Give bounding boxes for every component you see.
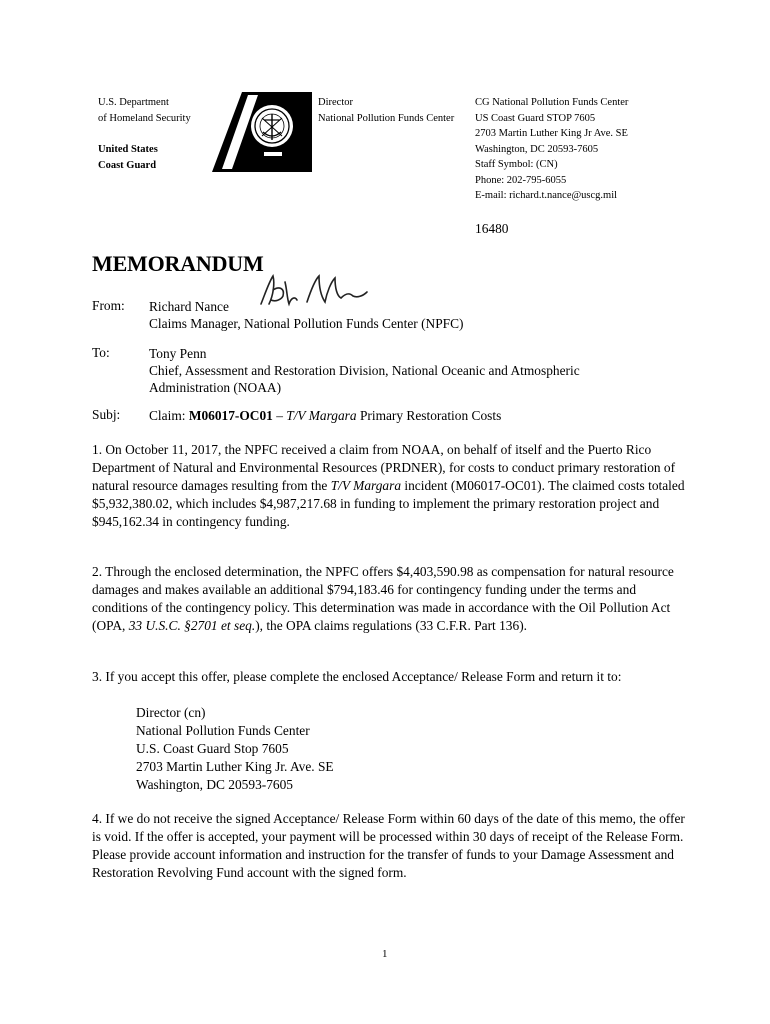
return-address xyxy=(136,704,334,794)
email-link[interactable]: E-mail: richard.t.nance@uscg.mil xyxy=(475,190,618,201)
vessel-name: T/V Margara xyxy=(286,408,357,423)
subj-dash: – xyxy=(272,408,287,423)
memo-title: MEMORANDUM xyxy=(92,251,264,276)
paragraph-2 xyxy=(92,563,692,635)
p2-citation: 33 U.S.C. §2701 et seq. xyxy=(128,618,256,633)
address-line: CG National Pollution Funds Center xyxy=(475,97,629,108)
director-line-1: Director xyxy=(318,97,353,108)
organization-block xyxy=(98,142,158,173)
sender-address-block xyxy=(475,95,628,204)
to-title-line-2: Administration (NOAA) xyxy=(149,380,282,395)
return-address-line: National Pollution Funds Center xyxy=(136,723,310,738)
address-line: Phone: 202-795-6055 xyxy=(475,174,567,186)
p2-text-a: 2. Through the enclosed determination, the NPFC offers $4,403,590.98 as compensation for natural resource damages and makes available an additional $794,183.46 for contingency funding under the terms and conditions of the contingency policy. This determination was made in accordance with the Oil Pollution Act (OPA, xyxy=(92,564,674,633)
org-line-1: United States xyxy=(98,144,158,155)
subj-prefix: Claim: xyxy=(149,408,189,423)
from-block xyxy=(149,298,464,332)
return-address-line: U.S. Coast Guard Stop 7605 xyxy=(136,741,289,756)
paragraph-3: 3. If you accept this offer, please complete the enclosed Acceptance/ Release Form and return it to: xyxy=(92,669,622,684)
return-address-line: Washington, DC 20593-7605 xyxy=(136,777,293,792)
address-line: Staff Symbol: (CN) xyxy=(475,159,558,170)
page-number: 1 xyxy=(382,948,388,960)
file-number: 16480 xyxy=(475,221,509,236)
subj-suffix: Primary Restoration Costs xyxy=(356,408,502,423)
from-label: From: xyxy=(92,298,125,313)
coast-guard-logo xyxy=(212,92,312,172)
director-block xyxy=(318,95,454,126)
department-block xyxy=(98,95,191,126)
subj-label: Subj: xyxy=(92,407,121,422)
from-name: Richard Nance xyxy=(149,299,229,314)
p1-text-b: incident (M06017-OC01). The claimed costs totaled $5,932,380.02, which includes $4,987,217.68 in funding to implement the primary restoration project and $945,162.34 in contingency funding. xyxy=(92,478,685,529)
address-line: US Coast Guard STOP 7605 xyxy=(475,112,596,124)
subject-line xyxy=(149,407,501,424)
return-address-line: 2703 Martin Luther King Jr. Ave. SE xyxy=(136,759,334,774)
to-label: To: xyxy=(92,345,110,360)
to-title-line-1: Chief, Assessment and Restoration Division, National Oceanic and Atmospheric xyxy=(149,363,580,378)
address-line: Washington, DC 20593-7605 xyxy=(475,143,599,155)
dept-line-1: U.S. Department xyxy=(98,97,169,108)
dept-line-2: of Homeland Security xyxy=(98,112,191,124)
to-block xyxy=(149,345,580,396)
p1-vessel: T/V Margara xyxy=(330,478,402,493)
paragraph-1 xyxy=(92,441,692,531)
claim-number: M06017-OC01 xyxy=(188,408,273,423)
address-line: 2703 Martin Luther King Jr Ave. SE xyxy=(475,128,628,139)
paragraph-4: 4. If we do not receive the signed Acceptance/ Release Form within 60 days of the date of this memo, the offer is void. If the offer is accepted, your payment will be processed within 30 days of receipt of the Release Form. Please provide account information and instruction for the transfer of funds to your Damage Assessment and Restoration Revolving Fund account with the signed form. xyxy=(92,811,685,880)
director-line-2: National Pollution Funds Center xyxy=(318,112,455,124)
from-title: Claims Manager, National Pollution Funds Center (NPFC) xyxy=(149,316,464,331)
org-line-2: Coast Guard xyxy=(98,159,157,171)
p2-text-b: ), the OPA claims regulations (33 C.F.R. Part 136). xyxy=(255,618,527,633)
return-address-line: Director (cn) xyxy=(136,705,206,720)
p1-text-a: 1. On October 11, 2017, the NPFC received a claim from NOAA, on behalf of itself and the Puerto Rico Department of Natural and Environmental Resources (PRDNER), for costs to conduct primary restoration of natural resource damages resulting from the xyxy=(92,442,676,493)
to-name: Tony Penn xyxy=(149,346,207,361)
